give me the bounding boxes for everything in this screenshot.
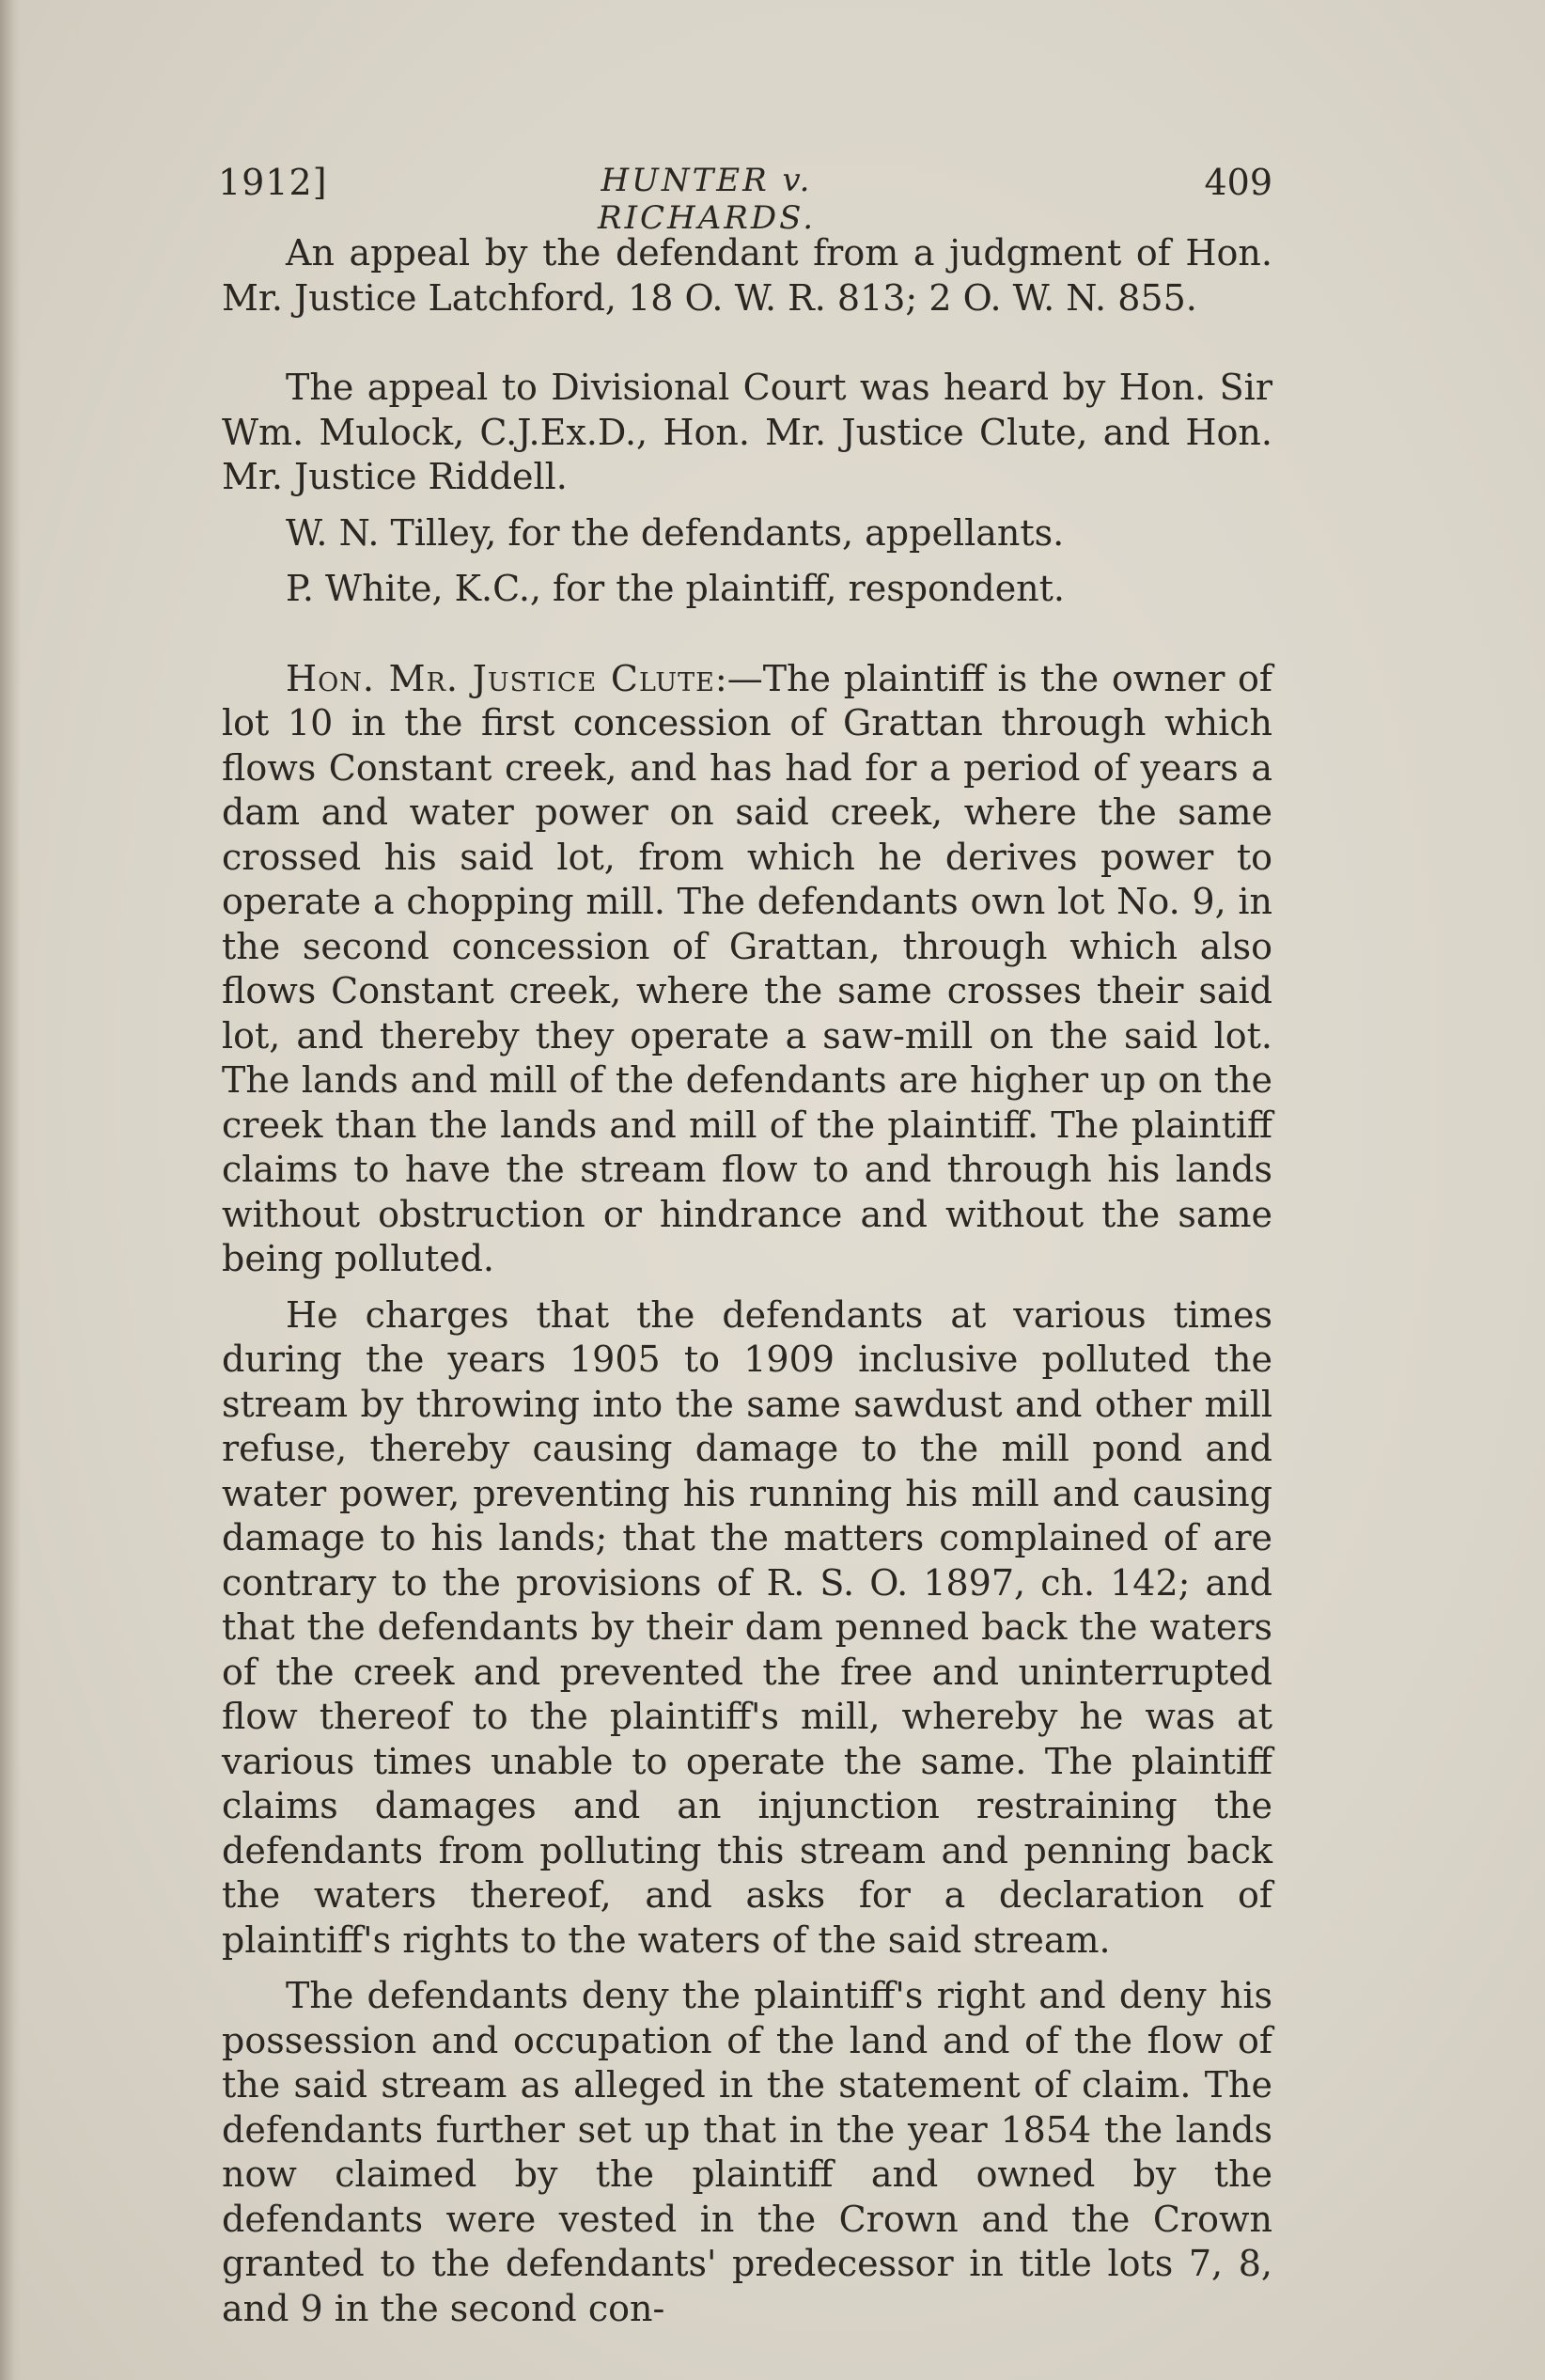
running-head [218, 162, 1272, 237]
page-binding-edge [0, 0, 21, 2380]
bench-paragraph: The appeal to Divisional Court was heard by Hon. Sir Wm. Mulock, C.J.Ex.D., Hon. Mr. Justice Clute, and Hon. Mr. Justice Riddell. [222, 367, 1272, 497]
judgment-opening-text: :—The plaintiff is the owner of lot 10 in the first concession of Grattan through which flows Constant creek, and has had for a period of years a dam and water power on said creek, where the same crossed his said lot, from which he derives power to operate a chopping mill. The defendants own lot No. 9, in the second concession of Grattan, through which also flows Constant creek, where the same crosses their said lot, and thereby they operate a saw-mill on the said lot. The lands and mill of the defendants are higher up on the creek than the lands and mill of the plaintiff. The plaintiff claims to have the stream flow to and through his lands without obstruction or hindrance and without the same being polluted. [222, 657, 1272, 1279]
judgment-paragraph-3: The defendants deny the plaintiff's right and deny his possession and occupation of the land and of the flow of the said stream as alleged in the statement of claim. The defendants further set up that in the year 1854 the lands now claimed by the plaintiff and owned by the defendants were vested in the Crown and the Crown granted to the defendants' predecessor in title lots 7, 8, and 9 in the second con- [222, 1975, 1272, 2329]
page-body [222, 231, 1272, 2331]
running-head-case-title: HUNTER v. RICHARDS. [598, 162, 816, 237]
counsel-appellants: W. N. Tilley, for the defendants, appellants. [286, 511, 1065, 554]
page-number: 409 [1204, 162, 1272, 203]
running-head-year: 1912] [218, 162, 328, 203]
appeal-intro-paragraph: An appeal by the defendant from a judgment of Hon. Mr. Justice Latchford, 18 O. W. R. 813; 2 O. W. N. 855. [222, 232, 1272, 319]
counsel-respondent: P. White, K.C., for the plaintiff, respondent. [286, 568, 1066, 609]
judgment-paragraph-2: He charges that the defendants at various times during the years 1905 to 1909 inclusive polluted the stream by throwing into the same sawdust and other mill refuse, thereby causing damage to the mill pond and water power, preventing his running his mill and causing damage to his lands; that the matters complained of are contrary to the provisions of R. S. O. 1897, ch. 142; and that the defendants by their dam penned back the waters of the creek and prevented the free and uninterrupted flow thereof to the plaintiff's mill, whereby he was at various times unable to operate the same. The plaintiff claims damages and an injunction restraining the defendants from polluting this stream and penning back the waters thereof, and asks for a declaration of plaintiff's rights to the waters of the said stream. [222, 1293, 1272, 1961]
judge-name: Hon. Mr. Justice Clute [286, 657, 715, 699]
judgment-paragraph-1 [222, 657, 1272, 1282]
